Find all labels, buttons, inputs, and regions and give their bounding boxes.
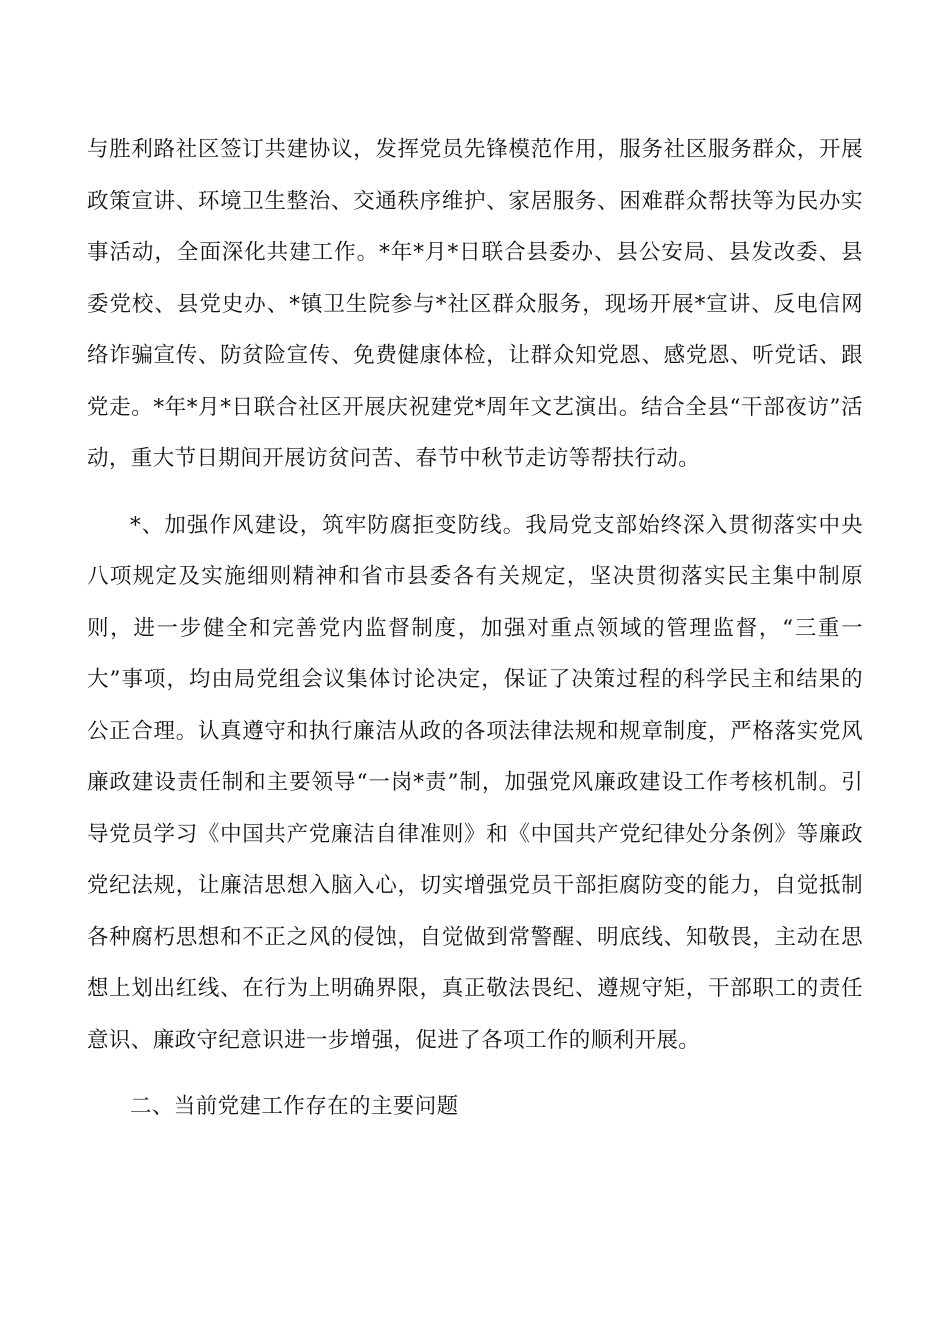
section-heading: 二、当前党建工作存在的主要问题 [130, 1094, 459, 1119]
paragraph-community-cobuilding: 与胜利路社区签订共建协议，发挥党员先锋模范作用，服务社区服务群众，开展政策宣讲、环境卫生整治、交通秩序维护、家居服务、困难群众帮扶等为民办实事活动，全面深化共建工作。*年*月*日联合县委办、县公安局、县发改委、县委党校、县党史办、*镇卫生院参与*社区群众服务，现场开展*宣讲、反电信网络诈骗宣传、防贫险宣传、免费健康体检，让群众知党恩、感党恩、听党话、跟党走。*年*月*日联合社区开展庆祝建党*周年文艺演出。结合全县“干部夜访”活动，重大节日期间开展访贫问苦、春节中秋节走访等帮扶行动。 [87, 137, 863, 471]
document-page [87, 124, 863, 1133]
paragraph-work-style-building: *、加强作风建设，筑牢防腐拒变防线。我局党支部始终深入贯彻落实中央八项规定及实施细则精神和省市县委各有关规定，坚决贯彻落实民主集中制原则，进一步健全和完善党内监督制度，加强对重点领域的管理监督，“三重一大”事项，均由局党组会议集体讨论决定，保证了决策过程的科学民主和结果的公正合理。认真遵守和执行廉洁从政的各项法律法规和规章制度，严格落实党风廉政建设责任制和主要领导“一岗*责”制，加强党风廉政建设工作考核机制。引导党员学习《中国共产党廉洁自律准则》和《中国共产党纪律处分条例》等廉政党纪法规，让廉洁思想入脑入心，切实增强党员干部拒腐防变的能力，自觉抵制各种腐朽思想和不正之风的侵蚀，自觉做到常警醒、明底线、知敬畏，主动在思想上划出红线、在行为上明确界限，真正敬法畏纪、遵规守矩，干部职工的责任意识、廉政守纪意识进一步增强，促进了各项工作的顺利开展。 [87, 512, 863, 1053]
